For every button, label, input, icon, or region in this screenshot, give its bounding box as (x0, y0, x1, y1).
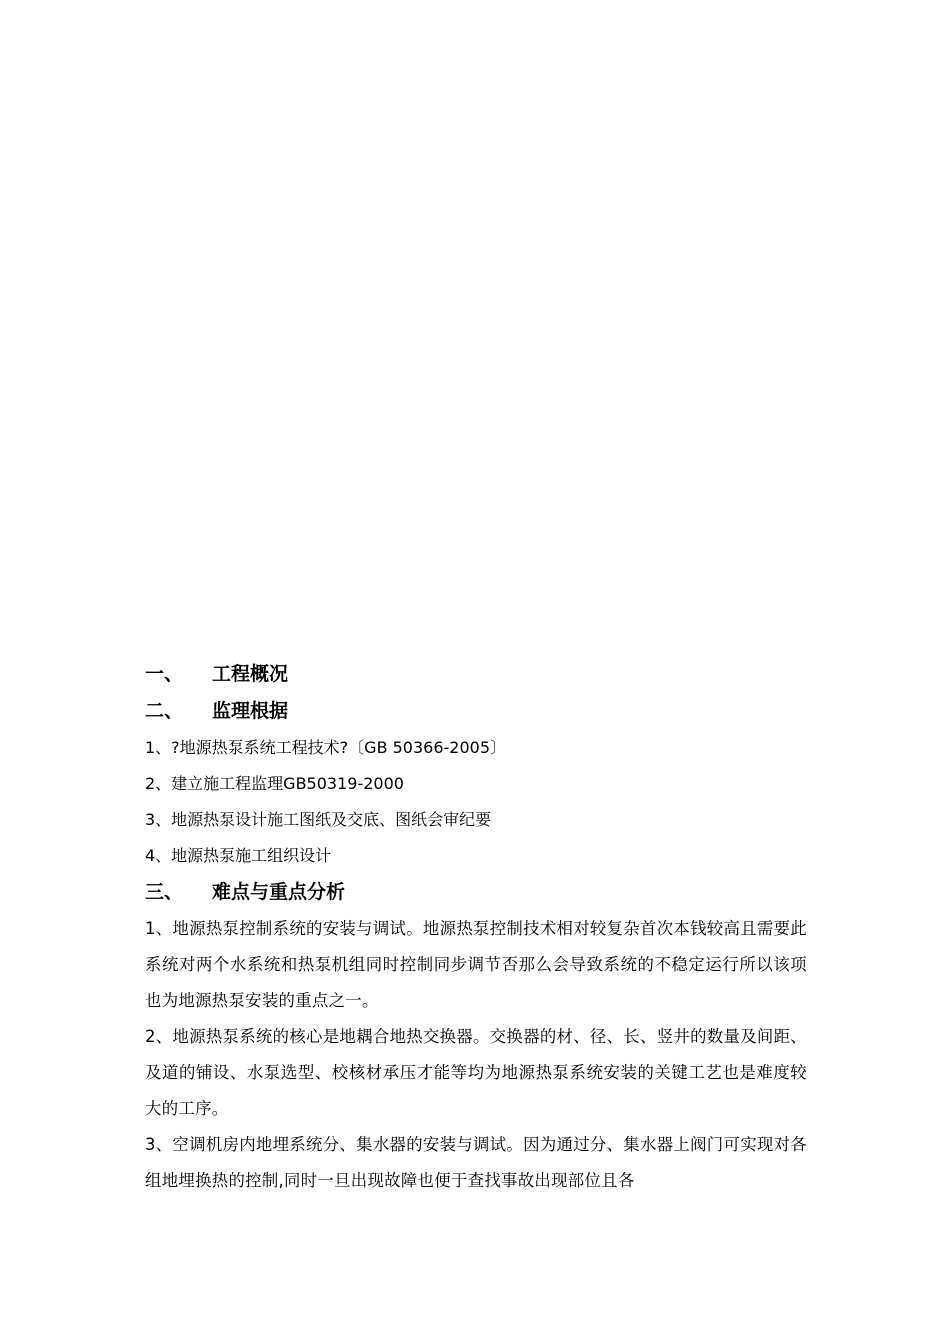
section-title: 工程概况 (212, 663, 289, 685)
section-number: 二、 (145, 700, 184, 722)
analysis-paragraph: 3、空调机房内地埋系统分、集水器的安装与调试。因为通过分、集水器上阀门可实现对各组地埋换热的控制,同时一旦出现故障也便于查找事故出现部位且各 (145, 1135, 807, 1190)
basis-item: 4、地源热泵施工组织设计 (145, 846, 332, 865)
basis-item: 1、?地源热泵系统工程技术?〔GB 50366-2005〕 (145, 738, 507, 757)
basis-item: 3、地源热泵设计施工图纸及交底、图纸会审纪要 (145, 810, 492, 829)
analysis-paragraph: 2、地源热泵系统的核心是地耦合地热交换器。交换器的材、径、长、竖井的数量及间距、及道的铺设、水泵选型、校核材承压才能等均为地源热泵系统安装的关键工艺也是难度较大的工序。 (145, 1027, 807, 1118)
section-heading-analysis (145, 874, 807, 911)
analysis-paragraph: 1、地源热泵控制系统的安装与调试。地源热泵控制技术相对较复杂首次本钱较高且需要此系统对两个水系统和热泵机组同时控制同步调节否那么会导致系统的不稳定运行所以该项也为地源热泵安装的重点之一。 (145, 919, 807, 1010)
basis-item: 2、建立施工程监理GB50319-2000 (145, 774, 404, 793)
section-title: 难点与重点分析 (212, 881, 346, 903)
section-title: 监理根据 (212, 700, 289, 722)
section-number: 一、 (145, 663, 184, 685)
document-body (145, 656, 807, 1199)
section-heading-overview (145, 656, 807, 693)
section-heading-basis (145, 693, 807, 730)
section-number: 三、 (145, 881, 184, 903)
